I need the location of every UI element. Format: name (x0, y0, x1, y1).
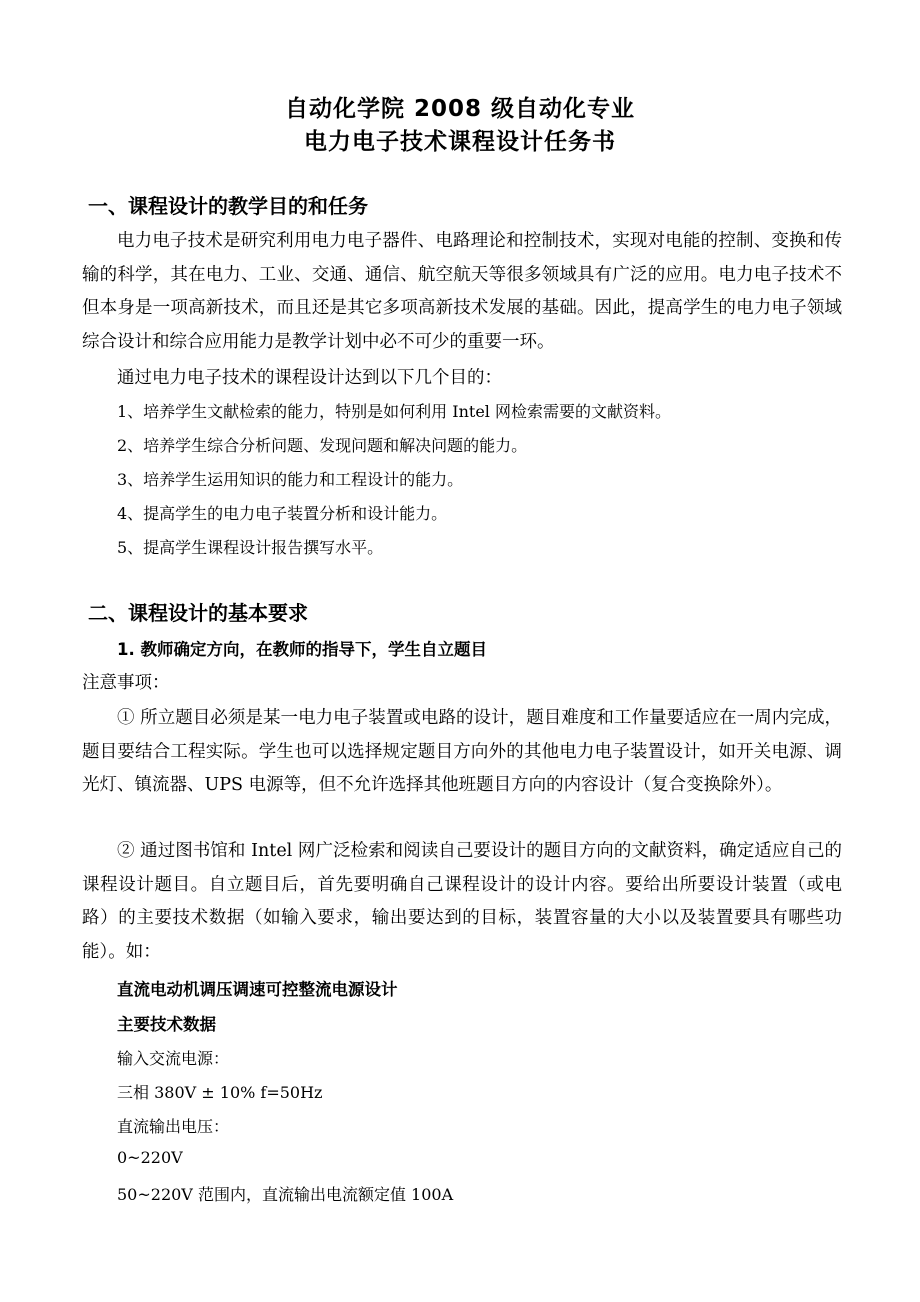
example-title: 直流电动机调压调速可控整流电源设计 (117, 980, 398, 999)
goal-item-5: 5、提高学生课程设计报告撰写水平。 (117, 538, 384, 557)
document-title-line2: 电力电子技术课程设计任务书 (304, 129, 616, 155)
note-1-paragraph: ① 所立题目必须是某一电力电子装置或电路的设计，题目难度和工作量要适应在一周内完成，题目要结合工程实际。学生也可以选择规定题目方向外的其他电力电子装置设计，如开关电源、调光灯、镇流器、UPS 电源等，但不允许选择其他班题目方向的内容设计（复合变换除外）。 (82, 708, 842, 796)
goal-item-2: 2、培养学生综合分析问题、发现问题和解决问题的能力。 (117, 436, 528, 455)
goal-item-3: 3、培养学生运用知识的能力和工程设计的能力。 (117, 470, 464, 489)
spec-line: 直流输出电压： (117, 1117, 230, 1136)
spec-line: 0~220V (117, 1148, 183, 1167)
notes-label: 注意事项： (82, 673, 170, 693)
note-2-paragraph: ② 通过图书馆和 Intel 网广泛检索和阅读自己要设计的题目方向的文献资料，确定适应自己的课程设计题目。自立题目后，首先要明确自己课程设计的设计内容。要给出所要设计装置（或电路）的主要技术数据（如输入要求，输出要达到的目标，装置容量的大小以及装置要具有哪些功能）。如： (82, 841, 842, 963)
goals-lead: 通过电力电子技术的课程设计达到以下几个目的： (117, 368, 502, 388)
goal-item-1: 1、培养学生文献检索的能力，特别是如何利用 Intel 网检索需要的文献资料。 (117, 402, 671, 421)
example-spec-label: 主要技术数据 (117, 1015, 216, 1034)
goal-item-4: 4、提高学生的电力电子装置分析和设计能力。 (117, 504, 448, 523)
spec-line: 三相 380V ± 10% f=50Hz (117, 1083, 323, 1102)
section2-subheading: 1. 教师确定方向，在教师的指导下，学生自立题目 (117, 640, 487, 659)
section1-heading: 一、课程设计的教学目的和任务 (88, 194, 368, 218)
spec-line: 50~220V 范围内，直流输出电流额定值 100A (117, 1185, 454, 1204)
section1-intro-paragraph: 电力电子技术是研究利用电力电子器件、电路理论和控制技术，实现对电能的控制、变换和传输的科学，其在电力、工业、交通、通信、航空航天等很多领域具有广泛的应用。电力电子技术不但本身是一项高新技术，而且还是其它多项高新技术发展的基础。因此，提高学生的电力电子领域综合设计和综合应用能力是教学计划中必不可少的重要一环。 (82, 231, 842, 353)
section2-heading: 二、课程设计的基本要求 (88, 601, 308, 625)
spec-line: 输入交流电源： (117, 1049, 230, 1068)
document-title-line1: 自动化学院 2008 级自动化专业 (284, 96, 636, 122)
